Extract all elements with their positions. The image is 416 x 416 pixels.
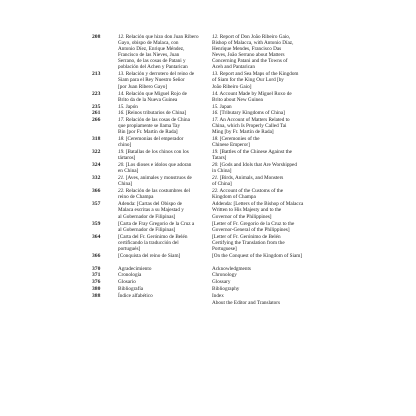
- toc-title-spanish: [118, 104, 204, 110]
- toc-title-english: [212, 201, 324, 219]
- toc-line: Glosario: [118, 279, 136, 286]
- toc-line: João Ribeiro Gaio]: [212, 83, 252, 90]
- toc-title-english: [212, 91, 324, 103]
- toc-line: reino de Champa: [118, 194, 154, 201]
- toc-line: 20. [Gods and Idols that Are Worshipped: [212, 162, 297, 169]
- toc-line: Agradecimiento: [118, 265, 152, 272]
- toc-line: Bin [por Fr. Martín de Rada]: [118, 129, 178, 136]
- toc-title-english: [212, 110, 324, 116]
- toc-line: China, which Is Properly Called Tai: [212, 123, 287, 130]
- toc-line: Tatars]: [212, 155, 227, 162]
- toc-line: Chinese Emperor]: [212, 142, 250, 149]
- toc-title-spanish: [118, 91, 204, 103]
- toc-line: Henrique Mendes, Francisco Das: [212, 46, 282, 53]
- toc-page-number: 322: [92, 149, 101, 156]
- toc-page-number: 388: [92, 293, 101, 300]
- toc-line: Acknowledgments: [212, 265, 251, 272]
- toc-title-spanish: [118, 286, 204, 292]
- toc-line: 20. [Los dioses e ídolos que adoran: [118, 162, 192, 169]
- toc-line: Aceh and Pantarican: [212, 64, 255, 71]
- toc-line: [Letter of Fr. Gerónimo de Belén: [212, 233, 281, 240]
- toc-line: 17. Relación de las cosas de China: [118, 117, 190, 124]
- toc-line: en China]: [118, 168, 139, 175]
- toc-title-spanish: [118, 34, 204, 71]
- toc-page-number: 359: [92, 220, 101, 227]
- toc-line: of Siam for the King Our Lord [by: [212, 77, 284, 84]
- toc-line: Glossary: [212, 279, 231, 286]
- toc-line: 16. [Tributary Kingdoms of China]: [212, 110, 285, 117]
- toc-line: Gayo, obispo de Malaca, con: [118, 40, 179, 47]
- toc-line: certificando la traducción del: [118, 239, 179, 246]
- toc-line: al Gobernador de Filipinas]: [118, 213, 176, 220]
- toc-title-english: [212, 221, 324, 233]
- toc-line: Neves, João Serrano about Matters: [212, 52, 285, 59]
- toc-line: 14. Account Made by Miguel Roxo de: [212, 90, 292, 97]
- toc-line: 12. Report of Don João Ribeiro Gaio,: [212, 34, 291, 40]
- toc-line: 18. [Ceremonies of the: [212, 136, 260, 143]
- toc-title-spanish: [118, 279, 204, 285]
- toc-page-number: 318: [92, 136, 101, 143]
- toc-page-number: 208: [92, 34, 101, 40]
- toc-line: [On the Conquest of the Kingdom of Siam]: [212, 252, 303, 259]
- toc-line: 15. Japan: [212, 103, 232, 110]
- toc-title-spanish: [118, 188, 204, 200]
- toc-title-spanish: [118, 221, 204, 233]
- toc-title-spanish: [118, 162, 204, 174]
- toc-title-spanish: [118, 234, 204, 252]
- toc-line: Antonio Díez, Enrique Méndez,: [118, 46, 185, 53]
- toc-title-spanish: [118, 293, 204, 299]
- toc-line: Brito about New Guinea: [212, 96, 263, 103]
- toc-title-english: [212, 117, 324, 135]
- toc-page-number: 261: [92, 110, 101, 117]
- toc-title-english: [212, 234, 324, 252]
- toc-line: Cronología: [118, 272, 142, 279]
- toc-title-english: [212, 175, 324, 187]
- toc-line: Chronology: [212, 272, 237, 279]
- toc-line: 21. [Aves, animales y monstruos de: [118, 175, 192, 182]
- toc-page-number: 364: [92, 233, 101, 240]
- toc-line: al Gobernador de Filipinas]: [118, 226, 176, 233]
- toc-line: [Carta de Fray Gregorio de la Cruz a: [118, 220, 195, 227]
- toc-line: Bishop of Malacca, with Antonio Díaz,: [212, 40, 294, 47]
- toc-title-spanish: [118, 71, 204, 89]
- toc-line: Addenda: [Letters of the Bishop of Malacca: [212, 201, 304, 208]
- toc-page-number: 371: [92, 272, 101, 279]
- toc-title-spanish: [118, 175, 204, 187]
- toc-title-english: [212, 279, 324, 285]
- toc-page-number: 376: [92, 279, 101, 286]
- toc-line: [Letter of Fr. Gregorio de la Cruz to the: [212, 220, 295, 227]
- toc-line: 22. Account of the Customs of the: [212, 188, 284, 195]
- toc-line: 16. [Reinos tributarios de China]: [118, 110, 187, 117]
- toc-page-number: 235: [92, 103, 101, 110]
- toc-line: of China]: [212, 181, 232, 188]
- toc-page-number: 380: [92, 286, 101, 293]
- toc-page-number: 357: [92, 201, 101, 208]
- toc-page-number: 366: [92, 188, 101, 195]
- toc-line: Certifying the Translation from the: [212, 239, 285, 246]
- toc-title-english: [212, 136, 324, 148]
- toc-line: [Conquista del reino de Siam]: [118, 252, 181, 259]
- toc-title-english: [212, 300, 324, 306]
- toc-line: [Carta del Fr. Gerónimo de Belén: [118, 233, 188, 240]
- toc-line: 13. Relación y derrotero del reino de: [118, 71, 195, 78]
- toc-line: Written to His Majesty and to the: [212, 207, 282, 214]
- toc-line: Concerning Patani and the Towns of: [212, 58, 288, 65]
- toc-line: About the Editor and Translators: [212, 300, 281, 306]
- toc-line: Index: [212, 293, 224, 300]
- toc-line: 14. Relación que Miguel Rojo de: [118, 90, 187, 97]
- toc-title-english: [212, 162, 324, 174]
- toc-line: chino]: [118, 142, 132, 149]
- toc-line: tártaros]: [118, 155, 136, 162]
- toc-title-english: [212, 188, 324, 200]
- toc-line: 21. [Birds, Animals, and Monsters: [212, 175, 284, 182]
- toc-line: población del Achen y Pantarican: [118, 64, 188, 71]
- toc-line: Índice alfabético: [118, 293, 153, 300]
- toc-title-english: [212, 149, 324, 161]
- toc-title-spanish: [118, 136, 204, 148]
- toc-title-english: [212, 286, 324, 292]
- toc-line: Malaca escritas a su Majestad y: [118, 207, 184, 214]
- toc-title-english: [212, 253, 324, 259]
- toc-line: 12. Relación que hizo don Juan Ribero: [118, 34, 199, 40]
- toc-line: Francisco de las Nieves, Juan: [118, 52, 180, 59]
- toc-line: 15. Japón: [118, 103, 138, 110]
- toc-title-spanish: [118, 149, 204, 161]
- toc-line: Portuguese]: [212, 245, 237, 252]
- toc-line: 13. Report and Sea Maps of the Kingdom: [212, 71, 299, 78]
- toc-line: Serrano, de las cosas de Patani y: [118, 58, 186, 65]
- toc-line: Bibliografía: [118, 286, 144, 293]
- toc-title-english: [212, 71, 324, 89]
- toc-line: Ming [by Fr. Martín de Rada]: [212, 129, 274, 136]
- toc-line: Brito da de la Nueva Guinea: [118, 96, 178, 103]
- toc-page-number: 370: [92, 265, 101, 272]
- toc-line: 17. An Account of Matters Related to: [212, 117, 290, 124]
- toc-title-spanish: [118, 117, 204, 135]
- toc-line: Siam para el Rey Nuestro Señor: [118, 77, 185, 84]
- toc-title-english: [212, 293, 324, 299]
- toc-line: Bibliography: [212, 286, 240, 293]
- toc-title-spanish: [118, 253, 204, 259]
- toc-line: Governor of the Philippines]: [212, 213, 272, 220]
- toc-title-spanish: [118, 272, 204, 278]
- toc-line: [por Juan Ribero Gayo]: [118, 83, 168, 90]
- toc-line: 19. [Batallas de los chinos con los: [118, 149, 189, 156]
- toc-line: Adenda: [Cartas del Obispo de: [118, 201, 182, 208]
- toc-title-english: [212, 34, 324, 71]
- toc-page-number: 213: [92, 71, 101, 78]
- toc-page-number: 332: [92, 175, 101, 182]
- toc-page-number: 266: [92, 117, 101, 124]
- toc-title-spanish: [118, 266, 204, 272]
- toc-line: Governor-General of the Philippines]: [212, 226, 290, 233]
- toc-line: in China]: [212, 168, 232, 175]
- toc-title-spanish: [118, 201, 204, 219]
- toc-line: portugués]: [118, 245, 141, 252]
- toc-line: China]: [118, 181, 133, 188]
- toc-line: que propiamente se llama Tay: [118, 123, 181, 130]
- toc-line: 22. Relación de las costumbres del: [118, 188, 191, 195]
- toc-title-spanish: [118, 110, 204, 116]
- toc-page-number: 366: [92, 252, 101, 259]
- toc-line: Kingdom of Champa: [212, 194, 256, 201]
- toc-title-english: [212, 104, 324, 110]
- toc-title-english: [212, 272, 324, 278]
- toc-page-number: 324: [92, 162, 101, 169]
- toc-title-english: [212, 266, 324, 272]
- toc-line: 19. [Battles of the Chinese Against the: [212, 149, 292, 156]
- toc-page-number: 223: [92, 90, 101, 97]
- toc-line: 18. [Ceremonias del emperador: [118, 136, 184, 143]
